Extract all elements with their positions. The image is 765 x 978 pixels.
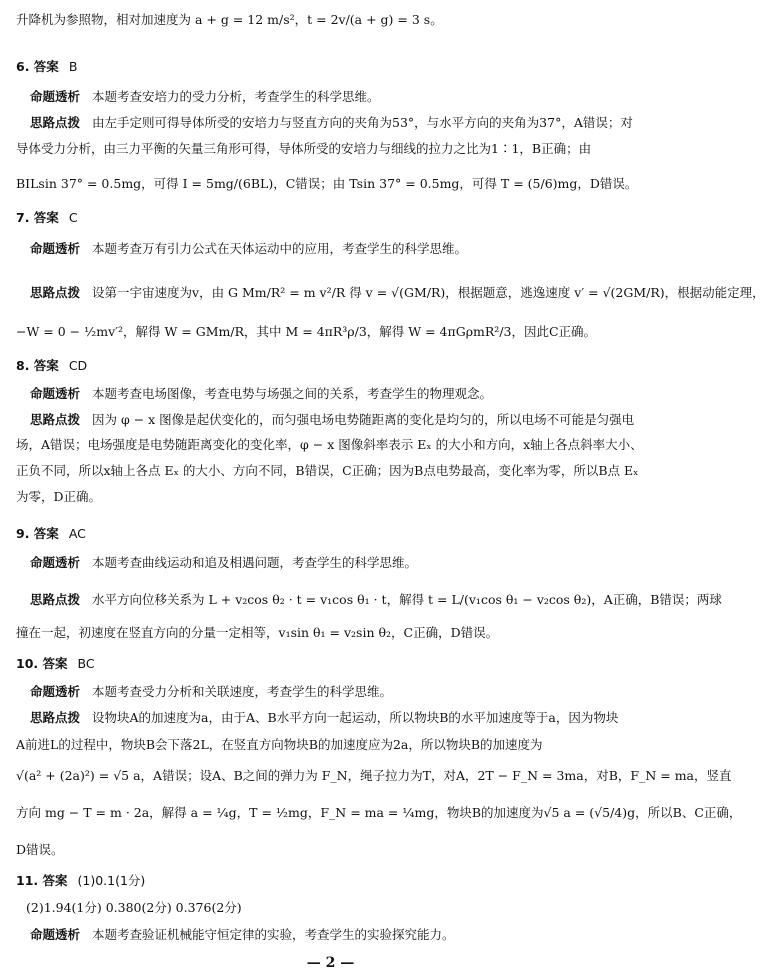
section-text: 因为 φ − x 图像是起伏变化的，而匀强电场电势随距离的变化是均匀的，所以电场不可能是匀强电 xyxy=(92,412,635,427)
answer-value: BC xyxy=(77,656,95,671)
text-line: 方向 mg − T = m · 2a，解得 a = ¼g，T = ½mg，F_N = ma = ¼mg，物块B的加速度为√5 a = (√5/4)g，所以B、C正确， xyxy=(16,805,742,820)
text-line: A前进L的过程中，物块B会下落2L，在竖直方向物块B的加速度应为2a，所以物块B的加速度为 xyxy=(16,737,543,752)
page-number: — 2 — xyxy=(306,955,355,971)
section-label: 命题透析 xyxy=(30,555,81,570)
section-label: 命题透析 xyxy=(30,241,81,256)
answer-value: B xyxy=(68,59,78,74)
question-number: 10. 答案 xyxy=(16,656,68,671)
section-label: 命题透析 xyxy=(30,89,81,104)
analysis-line xyxy=(30,927,647,943)
section-text: 设第一宇宙速度为v，由 G Mm/R² = m v²/R 得 v = √(GM/R)，根据题意，逃逸速度 v′ = √(2GM/R)，根据动能定理， xyxy=(92,285,765,300)
hint-line xyxy=(30,285,765,301)
question-number: 6. 答案 xyxy=(16,59,59,74)
text-line: BILsin 37° = 0.5mg，可得 I = 5mg/(6BL)，C错误；由 Tsin 37° = 0.5mg，可得 T = (5/6)mg，D错误。 xyxy=(16,176,638,191)
answer-value: C xyxy=(68,210,78,225)
text-line: 升降机为参照物，相对加速度为 a + g = 12 m/s²，t = 2v/(a + g) = 3 s。 xyxy=(16,12,443,27)
analysis-line xyxy=(30,684,647,700)
hint-line xyxy=(30,592,722,608)
answer-header-8 xyxy=(16,358,647,374)
answer-header-7 xyxy=(16,210,647,226)
section-label: 思路点拨 xyxy=(30,412,81,427)
answer-value: CD xyxy=(68,358,88,373)
text-line: 为零，D正确。 xyxy=(16,489,102,504)
text-line: √(a² + (2a)²) = √5 a，A错误；设A、B之间的弹力为 F_N，绳子拉力为T，对A，2T − F_N = 3ma，对B，F_N = ma，竖直 xyxy=(16,768,732,783)
section-text: 本题考查受力分析和关联速度，考查学生的科学思维。 xyxy=(92,684,393,699)
hint-line xyxy=(30,710,647,726)
answer-value: AC xyxy=(68,526,86,541)
question-number: 8. 答案 xyxy=(16,358,59,373)
section-text: 由左手定则可得导体所受的安培力与竖直方向的夹角为53°，与水平方向的夹角为37°，A错误；对 xyxy=(92,115,633,130)
section-label: 思路点拨 xyxy=(30,592,81,607)
text-line: (2)1.94(1分) 0.380(2分) 0.376(2分) xyxy=(26,900,242,915)
section-label: 命题透析 xyxy=(30,927,81,942)
question-number: 7. 答案 xyxy=(16,210,59,225)
question-number: 9. 答案 xyxy=(16,526,59,541)
section-text: 本题考查验证机械能守恒定律的实验，考查学生的实验探究能力。 xyxy=(92,927,455,942)
answer-header-10 xyxy=(16,656,647,672)
analysis-line xyxy=(30,555,647,571)
text-line: 场，A错误；电场强度是电势随距离变化的变化率，φ − x 图像斜率表示 Eₓ 的大小和方向，x轴上各点斜率大小、 xyxy=(16,437,643,452)
section-label: 命题透析 xyxy=(30,386,81,401)
text-line: 撞在一起，初速度在竖直方向的分量一定相等，v₁sin θ₁ = v₂sin θ₂，C正确，D错误。 xyxy=(16,625,499,640)
section-text: 水平方向位移关系为 L + v₂cos θ₂ · t = v₁cos θ₁ · t，解得 t = L/(v₁cos θ₁ − v₂cos θ₂)，A正确，B错误；两球 xyxy=(92,592,722,607)
section-label: 思路点拨 xyxy=(30,285,81,300)
section-text: 本题考查曲线运动和追及相遇问题，考查学生的科学思维。 xyxy=(92,555,418,570)
answer-header-9 xyxy=(16,526,647,542)
hint-line xyxy=(30,412,647,428)
section-label: 思路点拨 xyxy=(30,115,81,130)
question-number: 11. 答案 xyxy=(16,873,68,888)
analysis-line xyxy=(30,89,647,105)
analysis-line xyxy=(30,241,647,257)
analysis-line xyxy=(30,386,647,402)
text-line: 正负不同，所以x轴上各点 Eₓ 的大小、方向不同，B错误，C正确；因为B点电势最高，变化率为零，所以B点 Eₓ xyxy=(16,463,639,478)
text-line: D错误。 xyxy=(16,842,64,857)
section-text: 设物块A的加速度为a，由于A、B水平方向一起运动，所以物块B的水平加速度等于a，因为物块 xyxy=(92,710,619,725)
answer-value: (1)0.1(1分) xyxy=(77,873,146,888)
section-text: 本题考查万有引力公式在天体运动中的应用，考查学生的科学思维。 xyxy=(92,241,468,256)
section-label: 思路点拨 xyxy=(30,710,81,725)
section-label: 命题透析 xyxy=(30,684,81,699)
hint-line xyxy=(30,115,647,131)
section-text: 本题考查电场图像，考查电势与场强之间的关系，考查学生的物理观念。 xyxy=(92,386,493,401)
text-line: 导体受力分析，由三力平衡的矢量三角形可得，导体所受的安培力与细线的拉力之比为1∶1，B正确；由 xyxy=(16,141,592,156)
text-line: −W = 0 − ½mv′²，解得 W = GMm/R，其中 M = 4πR³ρ/3，解得 W = 4πGρmR²/3，因此C正确。 xyxy=(16,324,597,339)
section-text: 本题考查安培力的受力分析，考查学生的科学思维。 xyxy=(92,89,380,104)
answer-header-11 xyxy=(16,873,647,889)
answer-header-6 xyxy=(16,59,647,75)
